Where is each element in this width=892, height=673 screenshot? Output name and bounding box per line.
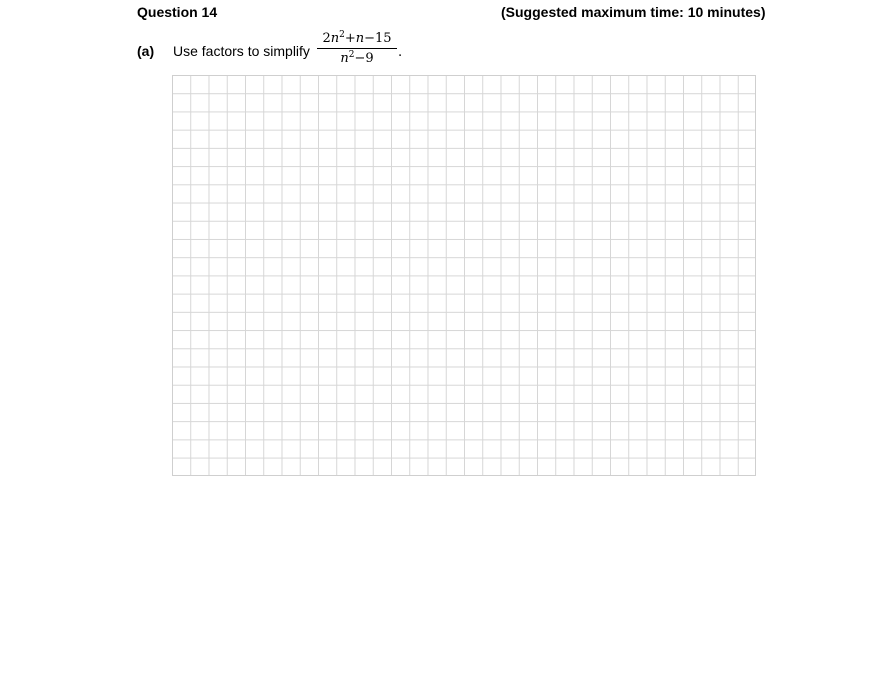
fraction-numerator [316,30,398,48]
part-a-label: (a) [137,43,155,59]
algebraic-fraction [316,30,398,67]
part-a-instruction: Use factors to simplify [173,43,310,59]
numerator-coefficient: 2 [322,31,331,46]
numerator-plus: + [344,31,356,46]
denominator-constant: −9 [354,51,374,66]
answer-grid[interactable] [172,75,756,476]
suggested-time-note: (Suggested maximum time: 10 minutes) [501,4,766,20]
numerator-linear-variable: n [355,31,365,46]
numerator-variable: n [330,31,340,46]
expression-period: . [398,45,403,60]
question-title: Question 14 [137,4,218,20]
denominator-exponent: 2 [348,50,355,60]
denominator-variable: n [340,51,349,66]
numerator-constant: −15 [364,31,392,46]
fraction-denominator [316,49,398,67]
numerator-exponent: 2 [339,30,345,40]
